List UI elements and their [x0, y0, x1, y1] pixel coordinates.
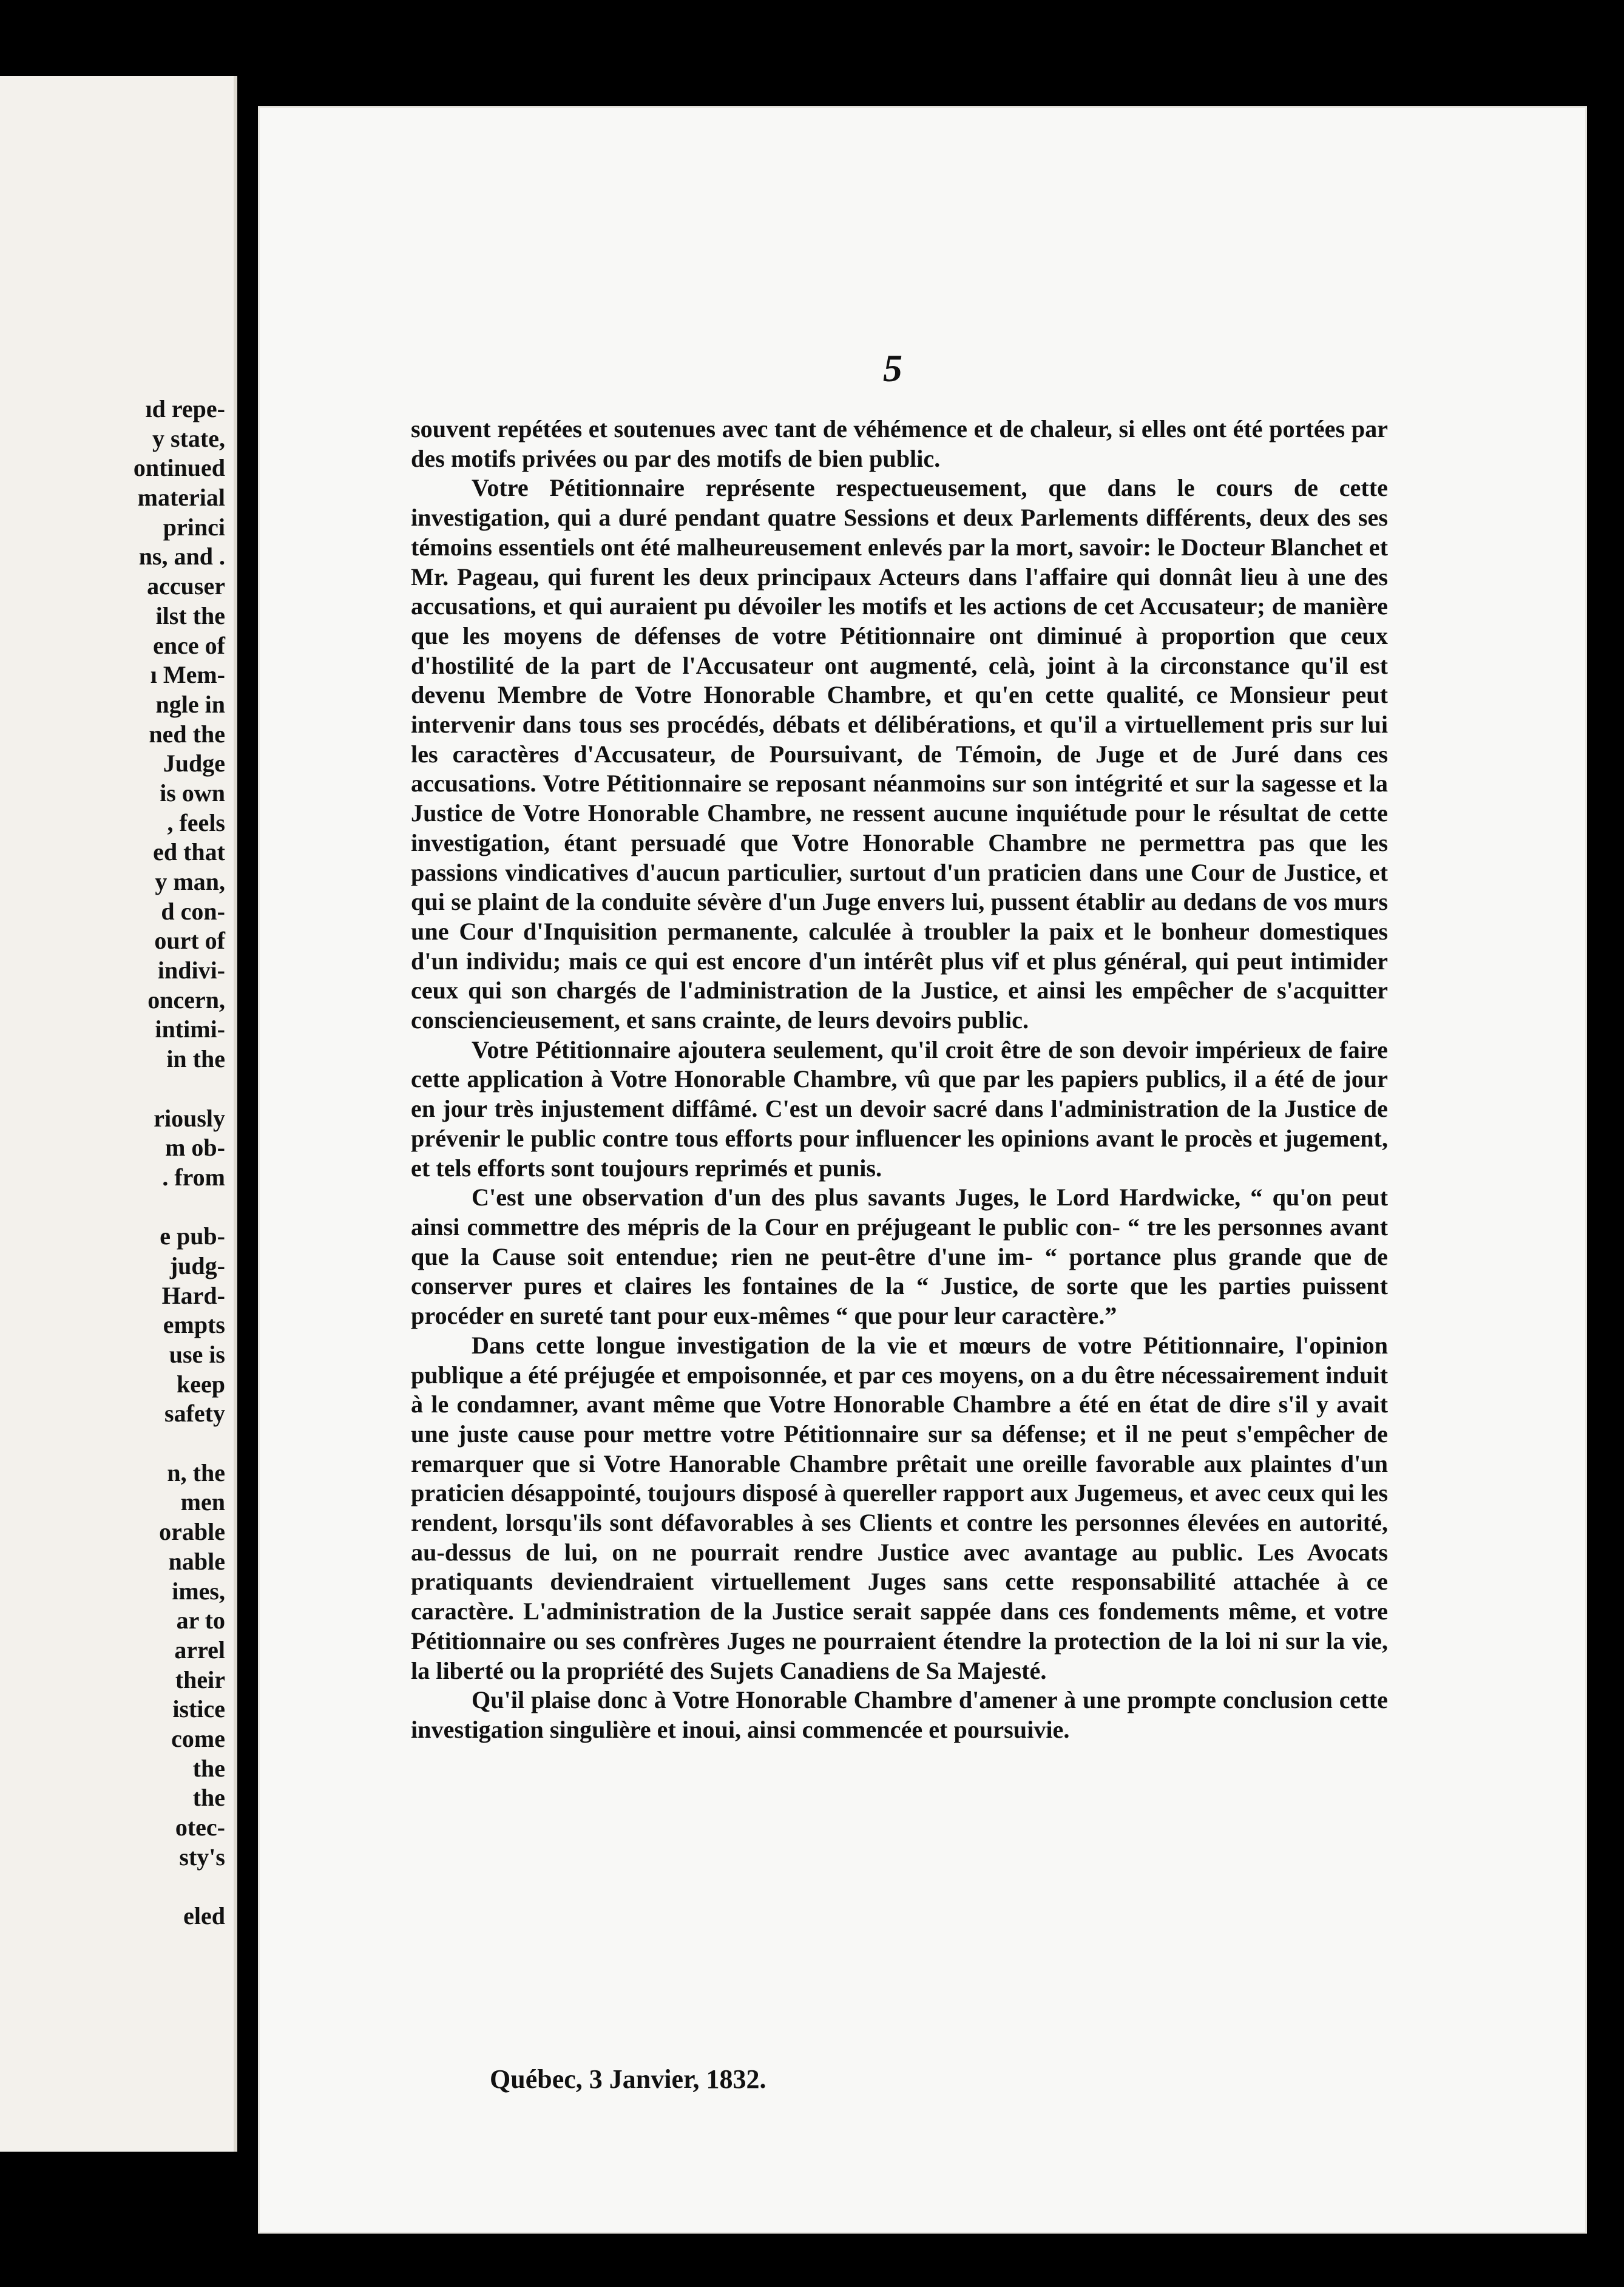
paragraph-investigation: Votre Pétitionnaire représente respectueusement, que dans le cours de cette investigation, qui a duré pendant quatre Sessions et deux Parlements différents, deux des ses témoins essentiels ont été malheureusement enlevés par la mort, savoir: le Docteur Blanchet et Mr. Pageau, qui furent les deux principaux Acteurs dans l'affaire qui donnât lieu à une des accusations, et qui auraient pu dévoiler les motifs et les actions de cet Accusateur; de manière que les moyens de défenses de votre Pétitionnaire ont diminué à proportion que ceux d'hostilité de la part de l'Accusateur ont augmenté, celà, joint à la circonstance qu'il est devenu Membre de Votre Honorable Chambre, et qu'en cette qualité, ce Monsieur peut intervenir dans tous ses procédés, débats et délibérations, et qu'il a virtuellement pris sur lui les caractères d'Accusateur, de Poursuivant, de Témoin, de Juge et de Juré dans ces accusations. Votre Pétitionnaire se reposant néanmoins sur son intégrité et sur la sagesse et la Justice de Votre Honorable Chambre, ne ressent aucune inquiétude pour le résultat de cette investigation, étant persuadé que Votre Honorable Chambre ne permettra pas que les passions vindicatives d'aucun particulier, surtout d'un praticien dans une Cour de Justice, et qui se plaint de la conduite sévère d'un Juge envers lui, pussent établir au dedans de vos murs une Cour d'Inquisition permanente, calculée à troubler la paix et le bonheur domestiques d'un individu; mais ce qui est encore d'un intérêt plus vif et plus général, qui peut intimider ceux qui son chargés de l'administration de la Justice, et ainsi les empêcher de s'acquitter consciencieusement, et sans crainte, de leurs devoirs public.: [411, 474, 1388, 1034]
left-fragment-line: [31, 1193, 225, 1222]
left-fragment-line: ıd repe-: [145, 395, 225, 422]
left-fragment-line: ourt of: [154, 927, 225, 955]
left-fragment-line: material: [137, 484, 225, 512]
left-fragment-line: keep: [177, 1370, 225, 1398]
left-fragment-line: [31, 1429, 225, 1459]
left-fragment-line: their: [175, 1665, 225, 1693]
right-page: [258, 106, 1587, 2234]
left-fragment-line: orable: [159, 1518, 225, 1546]
left-fragment-line: judg-: [169, 1252, 225, 1279]
left-fragment-line: ned the: [149, 720, 225, 748]
left-fragment-line: y state,: [152, 424, 225, 452]
paragraph-hardwicke-quote: C'est une observation d'un des plus savants Juges, le Lord Hardwicke, “ qu'on peut ainsi commettre des mépris de la Cour en préjugeant le public con- “ tre les personnes avant que la Cause soit entendue; rien ne peut-être d'une im- “ portance plus grande que de conserver pures et claires les fontaines de la “ Justice, de sorte que les parties puissent procéder en sureté tant pour eux-mêmes “ que pour leur caractère.”: [411, 1184, 1388, 1330]
left-fragment-line: otec-: [175, 1814, 225, 1841]
left-fragment-line: ar to: [176, 1607, 225, 1635]
left-fragment-line: sty's: [179, 1843, 225, 1871]
paragraph-application: Votre Pétitionnaire ajoutera seulement, qu'il croit être de son devoir impérieux de faire cette application à Votre Honorable Chambre, vû que par les papiers publics, il a été de jour en jour très injustement diffâmé. C'est un devoir sacré dans l'administration de la Justice de prévenir le public contre tous efforts pour influencer les opinions avant le procès et jugement, et tels efforts sont toujours reprimés et punis.: [411, 1035, 1388, 1182]
left-page-text-fragments: [31, 395, 225, 1931]
left-fragment-line: men: [180, 1488, 225, 1516]
left-fragment-line: oncern,: [147, 986, 225, 1014]
left-fragment-line: istice: [172, 1695, 225, 1723]
left-fragment-line: is own: [160, 779, 225, 807]
left-fragment-line: ed that: [153, 838, 225, 866]
left-fragment-line: riously: [154, 1104, 225, 1132]
left-fragment-line: nable: [168, 1547, 225, 1575]
dateline: Québec, 3 Janvier, 1832.: [490, 2064, 766, 2094]
left-fragment-line: ns, and .: [138, 543, 225, 571]
paragraph-conclusion: Qu'il plaise donc à Votre Honorable Chambre d'amener à une prompte conclusion cette investigation singulière et inoui, ainsi commencée et poursuivie.: [411, 1686, 1388, 1743]
left-fragment-line: in the: [166, 1045, 225, 1073]
left-fragment-line: accuser: [147, 572, 225, 600]
document-body: [411, 415, 1388, 1745]
page-number: 5: [883, 347, 902, 390]
left-fragment-line: the: [192, 1784, 225, 1812]
paragraph-continuation: souvent repétées et soutenues avec tant de véhémence et de chaleur, si elles ont été portées par des motifs privées ou par des motifs de bien public.: [411, 415, 1388, 472]
left-fragment-line: m ob-: [165, 1134, 225, 1162]
left-fragment-line: . from: [162, 1163, 225, 1191]
left-fragment-line: [31, 1872, 225, 1902]
left-fragment-line: ontinued: [133, 454, 225, 482]
left-fragment-line: empts: [163, 1311, 225, 1339]
left-fragment-line: ı Mem-: [150, 661, 225, 689]
left-fragment-line: princi: [163, 513, 225, 541]
left-fragment-line: come: [171, 1724, 225, 1752]
left-fragment-line: indivi-: [157, 957, 225, 984]
left-fragment-line: use is: [169, 1341, 225, 1368]
left-page: [0, 76, 237, 2152]
left-fragment-line: safety: [164, 1400, 225, 1428]
left-fragment-line: d con-: [161, 897, 225, 925]
left-fragment-line: intimi-: [155, 1015, 225, 1043]
left-fragment-line: Judge: [163, 750, 225, 778]
left-fragment-line: Hard-: [161, 1281, 225, 1309]
left-fragment-line: e pub-: [160, 1222, 225, 1250]
left-fragment-line: n, the: [167, 1459, 225, 1486]
left-fragment-line: ngle in: [155, 690, 225, 718]
left-fragment-line: arrel: [174, 1636, 225, 1664]
left-fragment-line: ence of: [153, 631, 225, 659]
left-fragment-line: imes,: [172, 1577, 225, 1605]
paragraph-public-opinion: Dans cette longue investigation de la vie et mœurs de votre Pétitionnaire, l'opinion publique a été préjugée et empoisonnée, et par ces moyens, on a du être nécessairement induit à le condamner, avant même que Votre Honorable Chambre a été en état de dire s'il y avait une juste cause pour mettre votre Pétitionnaire sur sa défense; et il ne peut s'empêcher de remarquer que si Votre Hanorable Chambre prêtait une oreille favorable aux plaintes d'un praticien désappointé, toujours disposé à quereller rapport aux Jugemeus, et avec ceux qui les rendent, lorsqu'ils sont défavorables à ses Clients et contre les personnes élevées en autorité, au-dessus de lui, on ne pourrait rendre Justice avec avantage au public. Les Avocats pratiquants deviendraient virtuellement Juges sans cette responsabilité attachée à ce caractère. L'administration de la Justice serait sappée dans ces fondements même, et votre Pétitionnaire ou ses confrères Juges ne pourraient étendre la protection de la loi ni sur la vie, la liberté ou la propriété des Sujets Canadiens de Sa Majesté.: [411, 1331, 1388, 1684]
left-fragment-line: , feels: [167, 808, 225, 836]
left-fragment-line: the: [192, 1754, 225, 1782]
left-fragment-line: eled: [183, 1902, 225, 1930]
left-fragment-line: [31, 1074, 225, 1104]
left-fragment-line: ilst the: [155, 601, 225, 629]
left-fragment-line: y man,: [155, 868, 225, 895]
